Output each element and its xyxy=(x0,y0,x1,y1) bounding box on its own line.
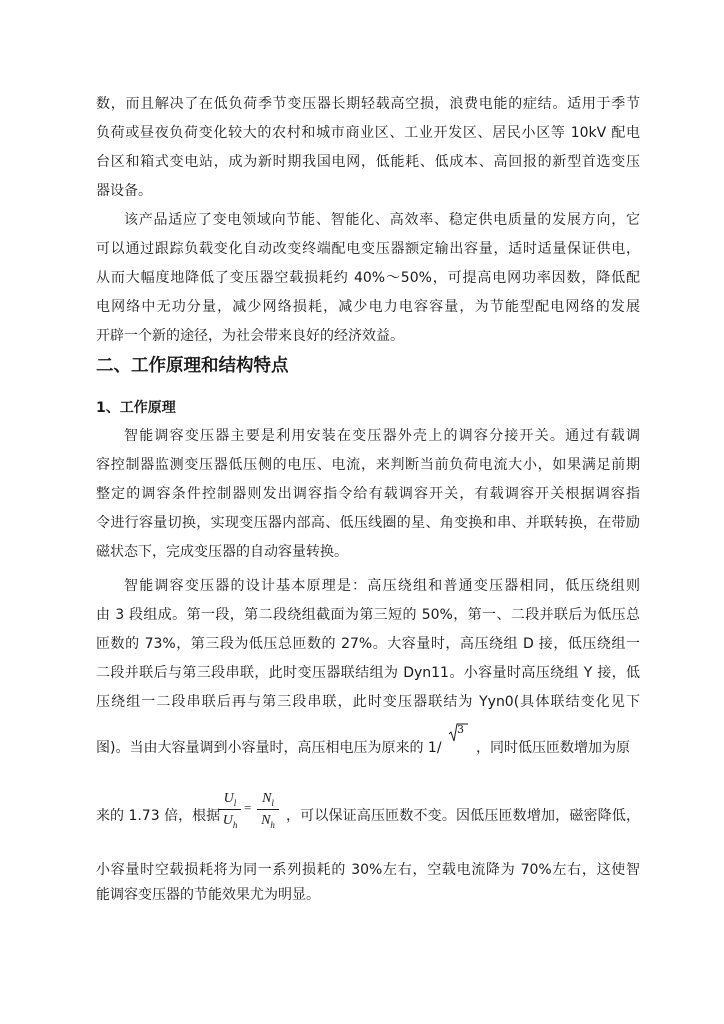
sqrt-radicand: 3 xyxy=(457,723,464,736)
paragraph3-line-3: 整定的调容条件控制器则发出调容指令给有载调容开关，有载调容开关根据调容指 xyxy=(96,486,640,502)
paragraph4-line-8: 小容量时空载损耗将为同一系列损耗的 30%左右，空载电流降为 70%左右，这使智 xyxy=(96,862,640,878)
formula-n-numerator: N xyxy=(262,791,272,806)
paragraph2-line-1: 该产品适应了变电领域向节能、智能化、高效率、稳定供电质量的发展方向，它 xyxy=(124,212,640,228)
paragraph3-line-4: 令进行容量切换，实现变压器内部高、低压线圈的星、角变换和串、并联转换，在带励 xyxy=(96,515,640,531)
paragraph4-line-6-before: 图)。当由大容量调到小容量时，高压相电压为原来的 1/ xyxy=(96,740,442,756)
turns-ratio-fraction xyxy=(257,790,279,830)
formula-n-numerator-sub: l xyxy=(271,797,274,808)
paragraph3-line-5: 磁状态下，完成变压器的自动容量转换。 xyxy=(96,544,348,560)
sqrt-3-symbol xyxy=(448,722,468,744)
formula-n-denominator-sub: h xyxy=(270,819,275,830)
paragraph4-line-7-after: ，可以保证高压匝数不变。因低压匝数增加，磁密降低， xyxy=(286,808,640,824)
paragraph1-line-1: 数，而且解决了在低负荷季节变压器长期轻载高空损，浪费电能的症结。适用于季节 xyxy=(96,96,640,112)
paragraph1-line-3: 台区和箱式变电站，成为新时期我国电网，低能耗、低成本、高回报的新型首选变压 xyxy=(96,154,640,170)
turns-ratio-formula xyxy=(219,790,281,832)
paragraph4-line-9: 能调容变压器的节能效果尤为明显。 xyxy=(96,887,320,903)
paragraph4-line-2: 由 3 段组成。第一段，第二段绕组截面为第三短的 50%，第一、二段并联后为低压总 xyxy=(96,607,640,623)
paragraph4-line-5: 压绕组一二段串联后再与第三段串联，此时变压器联结为 Yyn0(具体联结变化见下 xyxy=(96,694,640,710)
formula-u-denominator-sub: h xyxy=(232,819,238,830)
paragraph2-line-4: 电网络中无功分量，减少网络损耗，减少电力电容容量，为节能型配电网络的发展 xyxy=(96,299,640,315)
paragraph2-line-5: 开辟一个新的途径，为社会带来良好的经济效益。 xyxy=(96,328,404,344)
formula-n-denominator: N xyxy=(261,813,271,828)
paragraph3-line-2: 容控制器监测变压器低压侧的电压、电流，来判断当前负荷电流大小，如果满足前期 xyxy=(96,457,640,473)
paragraph4-line-3: 匝数的 73%，第三段为低压总匝数的 27%。大容量时，高压绕组 D 接，低压绕组一 xyxy=(96,636,640,652)
paragraph1-line-4: 器设备。 xyxy=(96,183,152,199)
paragraph3-line-1: 智能调容变压器主要是利用安装在变压器外壳上的调容分接开关。通过有载调 xyxy=(124,428,640,444)
formula-u-numerator-sub: l xyxy=(233,797,237,808)
section-heading: 二、工作原理和结构特点 xyxy=(96,356,289,376)
paragraph4-line-1: 智能调容变压器的设计基本原理是：高压绕组和普通变压器相同，低压绕组则 xyxy=(124,578,640,594)
subsection-heading: 1、工作原理 xyxy=(96,400,176,416)
voltage-ratio-fraction xyxy=(219,790,241,830)
formula-equals: = xyxy=(244,800,252,815)
paragraph4-line-7-before: 来的 1.73 倍，根据 xyxy=(96,808,221,824)
paragraph4-line-4: 二段并联后与第三段串联，此时变压器联结组为 Dyn11。小容量时高压绕组 Y 接，低 xyxy=(96,665,640,681)
paragraph1-line-2: 负荷或昼夜负荷变化较大的农村和城市商业区、工业开发区、居民小区等 10kV 配电 xyxy=(96,125,640,141)
paragraph2-line-3: 从而大幅度地降低了变压器空载损耗约 40%～50%，可提高电网功率因数，降低配 xyxy=(96,270,640,286)
formula-u-denominator: U xyxy=(222,813,233,828)
formula-u-numerator: U xyxy=(223,791,234,806)
paragraph4-line-6-after: ，同时低压匝数增加为原 xyxy=(476,740,630,756)
paragraph2-line-2: 可以通过跟踪负载变化自动改变终端配电变压器额定输出容量，适时适量保证供电， xyxy=(96,241,640,257)
